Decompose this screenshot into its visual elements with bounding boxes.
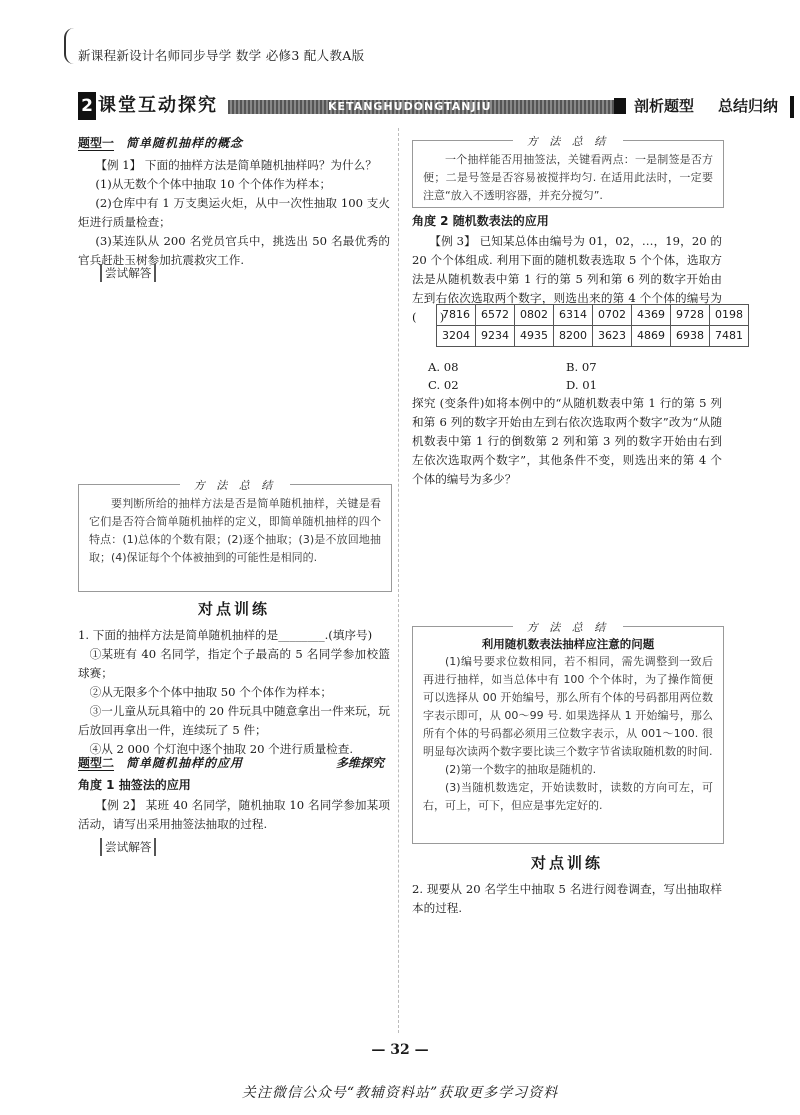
table-cell: 4935 [515,326,554,347]
option-c: C. 02 [428,378,459,392]
angle-1-heading: 角度 1 抽签法的应用 [78,778,191,792]
example-1-item-1: (1)从无数个个体中抽取 10 个个体作为样本； [95,177,332,191]
table-cell: 4869 [632,326,671,347]
table-cell: 6938 [671,326,710,347]
table-cell: 6572 [476,305,515,326]
table-cell: 9728 [671,305,710,326]
example-1-item-3: (3)某连队从 200 名党员官兵中，挑选出 50 名最优秀的官兵赶赴玉树参加抗震救灾工作. [78,234,390,267]
table-cell: 3623 [593,326,632,347]
example-2 [78,796,390,834]
table-cell: 7481 [710,326,749,347]
try-answer-2 [100,836,156,856]
try-answer-1 [100,262,156,282]
footer-note: 关注微信公众号“教辅资料站”获取更多学习资料 [241,1085,559,1101]
topic-2-label: 题型二 [78,756,115,770]
example-1-stem: 【例 1】 下面的抽样方法是简单随机抽样吗？为什么？ [95,158,377,172]
method-summary-2-text: 一个抽样能否用抽签法，关键看两点：一是制签是否方便；二是号签是否容易被搅拌均匀. 在适用此法时，一定要注意“放入不透明容器，并充分搅匀”. [423,153,713,202]
option-d: D. 01 [566,378,598,392]
example-1-item-2: (2)仓库中有 1 万支奥运火炬，从中一次性抽取 100 支火炬进行质量检查； [78,196,390,229]
training-heading-1: 对点训练 [197,600,270,618]
running-header: 新课程新设计名师同步导学 数学 必修3 配人教A版 [78,48,365,63]
column-divider [398,128,399,1033]
method-summary-3 [412,621,724,844]
question-2 [412,880,722,918]
method-summary-3-p2: (2)第一个数字的抽取是随机的. [445,763,597,776]
topic-1-label: 题型一 [78,136,115,150]
banner-number: 2 [78,92,96,120]
question-1-option-2: ②从无限多个个体中抽取 50 个个体作为样本； [89,685,332,699]
explore-question [412,394,722,489]
method-summary-3-p1: (1)编号要求位数相同，若不相同，需先调整到一致后再进行抽样，如当总体中有 100 个个体时，为了操作简便可以选择从 00 开始编号，那么所有个体的号码都用两位数字表示即可，从 00～99 号. 如果选择从 1 开始编号，那么所有个体的号码都必须用三位数字表示，从 001～100. 很明显每次读两个数字要比读三个数字节省读取随机数的时间. [423,655,713,758]
question-1-option-3: ③一儿童从玩具箱中的 20 件玩具中随意拿出一件来玩，玩后放回再拿出一件，连续玩了 5 件； [78,704,390,737]
page-number: — 32 — [371,1042,429,1058]
method-summary-2-heading: 方 法 总 结 [513,133,623,149]
explore-text: 探究 (变条件)如将本例中的“从随机数表中第 1 行的第 5 列和第 6 列的数字开始由左到右依次选取两个数字”改为“从随机数表中第 1 行的倒数第 2 列和第 3 列的数字开始由右到左依次选取两个数字”，其他条件不变，则选出来的第 4 个个体的编号为多少？ [412,396,722,486]
table-row [437,326,749,347]
table-row [437,305,749,326]
topic-2-name: 简单随机抽样的应用 [126,756,244,770]
table-cell: 8200 [554,326,593,347]
table-cell: 6314 [554,305,593,326]
try-answer-1-label: 尝试解答 [100,264,156,282]
table-cell: 0802 [515,305,554,326]
table-cell: 0702 [593,305,632,326]
method-summary-1-heading: 方 法 总 结 [180,477,290,493]
topic-1-name: 简单随机抽样的概念 [126,136,244,150]
banner-subtitle-2: 总结归纳 [718,97,779,115]
section-banner [78,92,779,120]
method-summary-1 [78,479,392,592]
example-1 [78,156,390,270]
table-cell: 3204 [437,326,476,347]
method-summary-3-heading: 方 法 总 结 [513,619,623,635]
method-summary-2 [412,135,724,208]
topic-2-heading [78,754,390,772]
random-number-table-grid [436,304,749,347]
topic-2-tag: 多维探究 [335,756,384,770]
table-cell: 7816 [437,305,476,326]
example-2-text: 【例 2】 某班 40 名同学，随机抽取 10 名同学参加某项活动，请写出采用抽签法抽取的过程. [78,798,390,831]
question-2-text: 2. 现要从 20 名学生中抽取 5 名进行阅卷调查，写出抽取样本的过程. [412,882,722,915]
question-1-option-4: ④从 2 000 个灯泡中逐个抽取 20 个进行质量检查. [89,742,354,756]
question-1-option-1: ①某班有 40 名同学，指定个子最高的 5 名同学参加校篮球赛； [78,647,390,680]
table-cell: 4369 [632,305,671,326]
method-summary-1-text: 要判断所给的抽样方法是否是简单随机抽样，关键是看它们是否符合简单随机抽样的定义，即简单随机抽样的四个特点：(1)总体的个数有限；(2)逐个抽取；(3)是不放回地抽取；(4)保证每个个体被抽到的可能性是相同的. [89,497,381,564]
question-1-stem: 1. 下面的抽样方法是简单随机抽样的是________.(填序号) [78,628,373,642]
training-heading-2: 对点训练 [530,854,603,872]
topic-1-heading [78,134,243,152]
table-cell: 0198 [710,305,749,326]
banner-title: 课堂互动探究 [98,95,218,116]
example-3-text: 【例 3】 已知某总体由编号为 01，02，…，19，20 的 20 个个体组成. 利用下面的随机数表选取 5 个个体，选取方法是从随机数表中第 1 行的第 5 列和第 6 列的数字开始由左到右依次选取两个数字，则选出来的第 4 个个体的编号为( ) [412,234,722,324]
option-b: B. 07 [566,360,597,374]
method-summary-3-p3: (3)当随机数选定，开始读数时，读数的方向可左，可右，可上，可下，但应是事先定好的. [423,781,713,812]
banner-square-icon [614,98,626,114]
random-number-table [436,304,749,347]
banner-pinyin: KETANGHUDONGTANJIU [328,100,492,113]
angle-2-heading: 角度 2 随机数表法的应用 [412,214,549,228]
banner-end-bar [790,96,794,118]
option-a: A. 08 [428,360,459,374]
try-answer-2-label: 尝试解答 [100,838,156,856]
banner-subtitle-1: 剖析题型 [634,97,695,115]
question-1 [78,626,390,759]
table-cell: 9234 [476,326,515,347]
method-summary-3-title: 利用随机数表法抽样应注意的问题 [481,637,655,651]
